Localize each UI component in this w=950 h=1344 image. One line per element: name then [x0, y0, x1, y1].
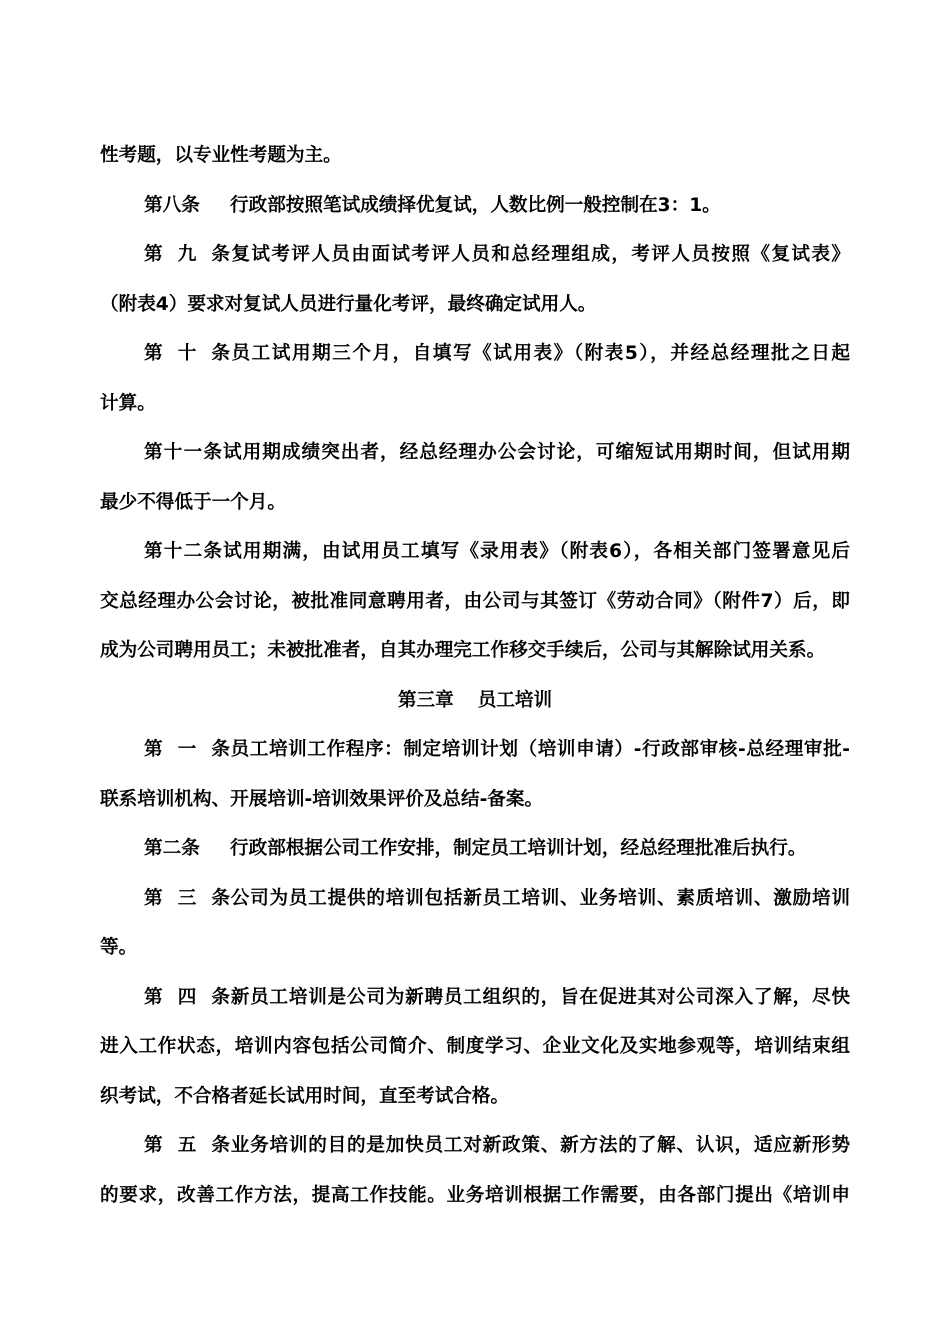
article-line [100, 973, 850, 1023]
article-label: 第二条 [144, 838, 200, 859]
line-text: 行政部根据公司工作安排，制定员工培训计划，经总经理批准后执行。 [230, 838, 807, 859]
article-label: 第十一条 [144, 442, 222, 463]
line-text: 员工试用期三个月，自填写《试用表》（附表5），并经总经理批之日起 [230, 343, 850, 364]
text-line [100, 577, 850, 627]
text-line [100, 131, 850, 181]
line-text: 等。 [100, 937, 138, 958]
article-label: 第九条 [144, 244, 230, 265]
line-text: 新员工培训是公司为新聘员工组织的，旨在促进其对公司深入了解，尽快 [230, 986, 850, 1008]
text-line [100, 1171, 850, 1221]
document-page [100, 131, 850, 1220]
article-label: 第八条 [144, 194, 200, 216]
line-text: 行政部按照笔试成绩择优复试，人数比例一般控制在3：1。 [230, 194, 721, 216]
text-line [100, 923, 850, 973]
article-line [100, 428, 850, 478]
line-text: 公司为员工提供的培训包括新员工培训、业务培训、素质培训、激励培训 [230, 887, 850, 909]
text-line [100, 1022, 850, 1072]
article-label: 第一条 [144, 739, 230, 760]
chapter-label: 第三章 [397, 689, 454, 711]
text-line [100, 478, 850, 528]
line-text: 员工培训工作程序：制定培训计划（培训申请）-行政部审核-总经理审批- [230, 739, 850, 760]
line-text: 复试考评人员由面试考评人员和总经理组成，考评人员按照《复试表》 [230, 244, 850, 265]
article-label: 第四条 [144, 986, 230, 1008]
article-line [100, 230, 850, 280]
line-text: 交总经理办公会讨论，被批准同意聘用者，由公司与其签订《劳动合同》（附件7）后，即 [100, 590, 850, 612]
line-text: 的要求，改善工作方法，提高工作技能。业务培训根据工作需要，由各部门提出《培训申 [100, 1184, 850, 1206]
line-text: 试用期满，由试用员工填写《录用表》（附表6），各相关部门签署意见后 [222, 541, 850, 562]
text-line [100, 775, 850, 825]
text-line [100, 626, 850, 676]
line-text: 性考题，以专业性考题为主。 [100, 145, 342, 166]
article-line [100, 725, 850, 775]
article-line [100, 874, 850, 924]
line-text: 成为公司聘用员工；未被批准者，自其办理完工作移交手续后，公司与其解除试用关系。 [100, 640, 826, 661]
text-line [100, 1072, 850, 1122]
article-label: 第五条 [144, 1135, 230, 1156]
chapter-heading [100, 676, 850, 726]
article-line [100, 824, 850, 874]
line-text: 最少不得低于一个月。 [100, 491, 286, 513]
line-text: 进入工作状态，培训内容包括公司简介、制度学习、企业文化及实地参观等，培训结束组 [100, 1036, 850, 1057]
line-text: 织考试，不合格者延长试用时间，直至考试合格。 [100, 1085, 510, 1107]
line-text: 联系培训机构、开展培训-培训效果评价及总结-备案。 [100, 788, 544, 810]
article-line [100, 527, 850, 577]
text-line [100, 379, 850, 429]
article-line [100, 181, 850, 231]
line-text: 计算。 [100, 392, 156, 414]
text-line [100, 280, 850, 330]
article-label: 第三条 [144, 887, 230, 909]
article-line [100, 329, 850, 379]
article-line [100, 1121, 850, 1171]
line-text: 业务培训的目的是加快员工对新政策、新方法的了解、认识，适应新形势 [230, 1135, 850, 1156]
chapter-title: 员工培训 [477, 689, 553, 711]
article-label: 第十条 [144, 343, 230, 364]
line-text: （附表4）要求对复试人员进行量化考评，最终确定试用人。 [100, 293, 597, 315]
article-label: 第十二条 [144, 541, 222, 562]
line-text: 试用期成绩突出者，经总经理办公会讨论，可缩短试用期时间，但试用期 [222, 442, 850, 463]
